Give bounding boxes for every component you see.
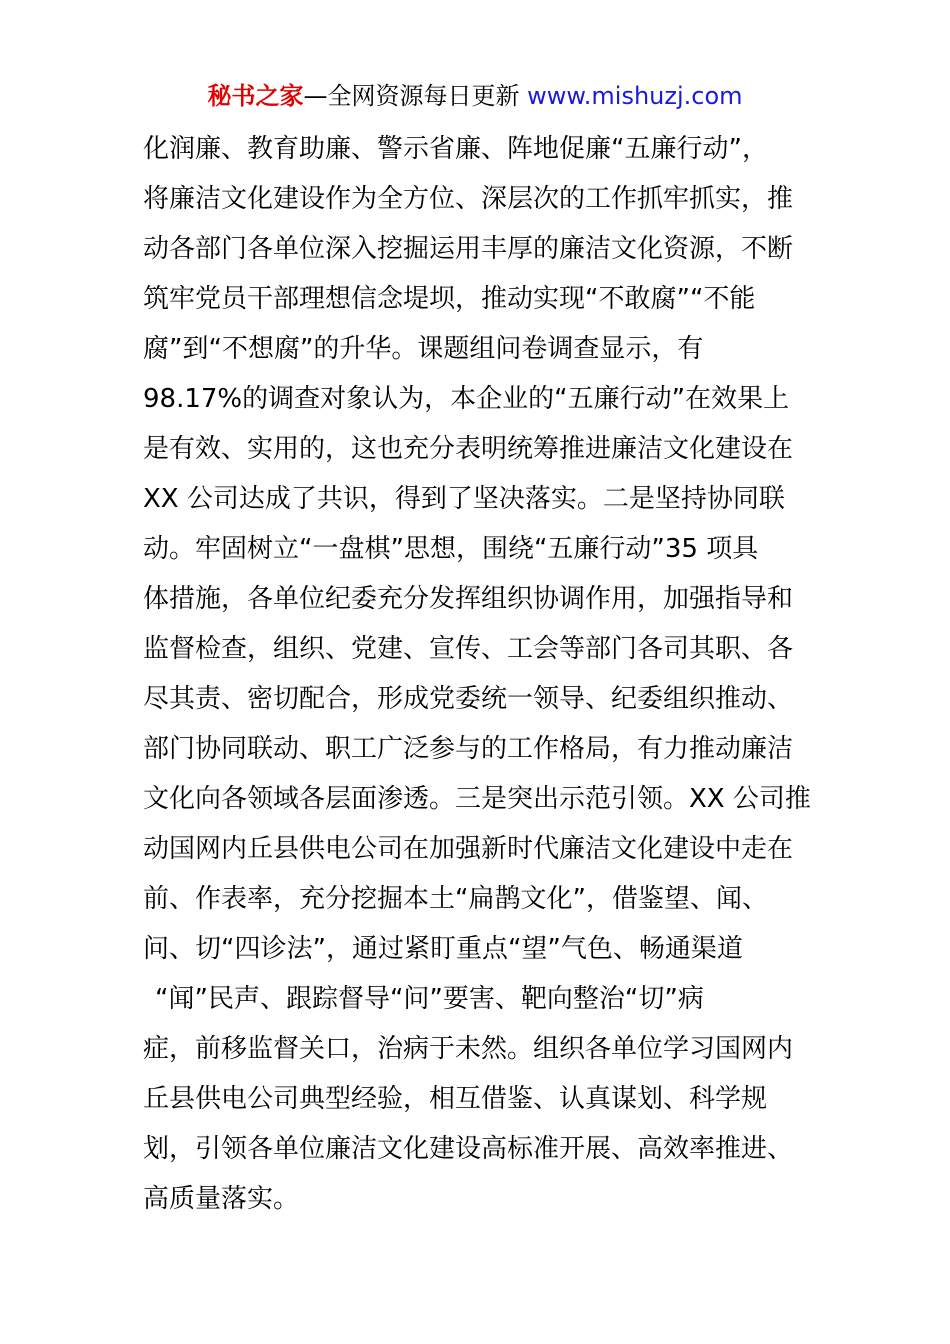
text-line: 症，前移监督关口，治病于未然。组织各单位学习国网内	[143, 1034, 794, 1064]
text-line: 筑牢党员干部理想信念堤坝，推动实现“不敢腐”“不能	[143, 284, 756, 314]
text-line: XX 公司达成了共识，得到了坚决落实。二是坚持协同联	[143, 484, 785, 514]
document-body	[143, 124, 823, 1224]
text-line: 高质量落实。	[143, 1184, 300, 1214]
text-line: 体措施，各单位纪委充分发挥组织协调作用，加强指导和	[143, 584, 794, 614]
text-line: 98.17%的调查对象认为，本企业的“五廉行动”在效果上	[143, 384, 790, 414]
site-header	[0, 80, 950, 112]
text-line: 动国网内丘县供电公司在加强新时代廉洁文化建设中走在	[143, 834, 794, 864]
text-line: 前、作表率，充分挖掘本土“扁鹊文化”，借鉴望、闻、	[143, 884, 768, 914]
text-line: 化润廉、教育助廉、警示省廉、阵地促廉“五廉行动”，	[143, 134, 768, 164]
site-url-link[interactable]: www.mishuzj.com	[527, 82, 743, 110]
text-line: 腐”到“不想腐”的升华。课题组问卷调查显示，有	[143, 334, 704, 364]
text-line: 尽其责、密切配合，形成党委统一领导、纪委组织推动、	[143, 684, 794, 714]
text-line: 将廉洁文化建设作为全方位、深层次的工作抓牢抓实，推	[143, 184, 794, 214]
site-tagline: —全网资源每日更新	[303, 82, 528, 110]
text-line: 问、切“四诊法”，通过紧盯重点“望”气色、畅通渠道	[143, 934, 743, 964]
text-line: 是有效、实用的，这也充分表明统筹推进廉洁文化建设在	[143, 434, 794, 464]
text-line: “闻”民声、跟踪督导“问”要害、靶向整治“切”病	[155, 984, 704, 1014]
text-line: 划，引领各单位廉洁文化建设高标准开展、高效率推进、	[143, 1134, 794, 1164]
text-line: 动各部门各单位深入挖掘运用丰厚的廉洁文化资源，不断	[143, 234, 794, 264]
site-brand: 秘书之家	[207, 82, 304, 110]
text-line: 监督检查，组织、党建、宣传、工会等部门各司其职、各	[143, 634, 794, 664]
text-line: 部门协同联动、职工广泛参与的工作格局，有力推动廉洁	[143, 734, 794, 764]
text-line: 动。牢固树立“一盘棋”思想，围绕“五廉行动”35 项具	[143, 534, 759, 564]
text-line: 丘县供电公司典型经验，相互借鉴、认真谋划、科学规	[143, 1084, 768, 1114]
text-line: 文化向各领域各层面渗透。三是突出示范引领。XX 公司推	[143, 784, 811, 814]
